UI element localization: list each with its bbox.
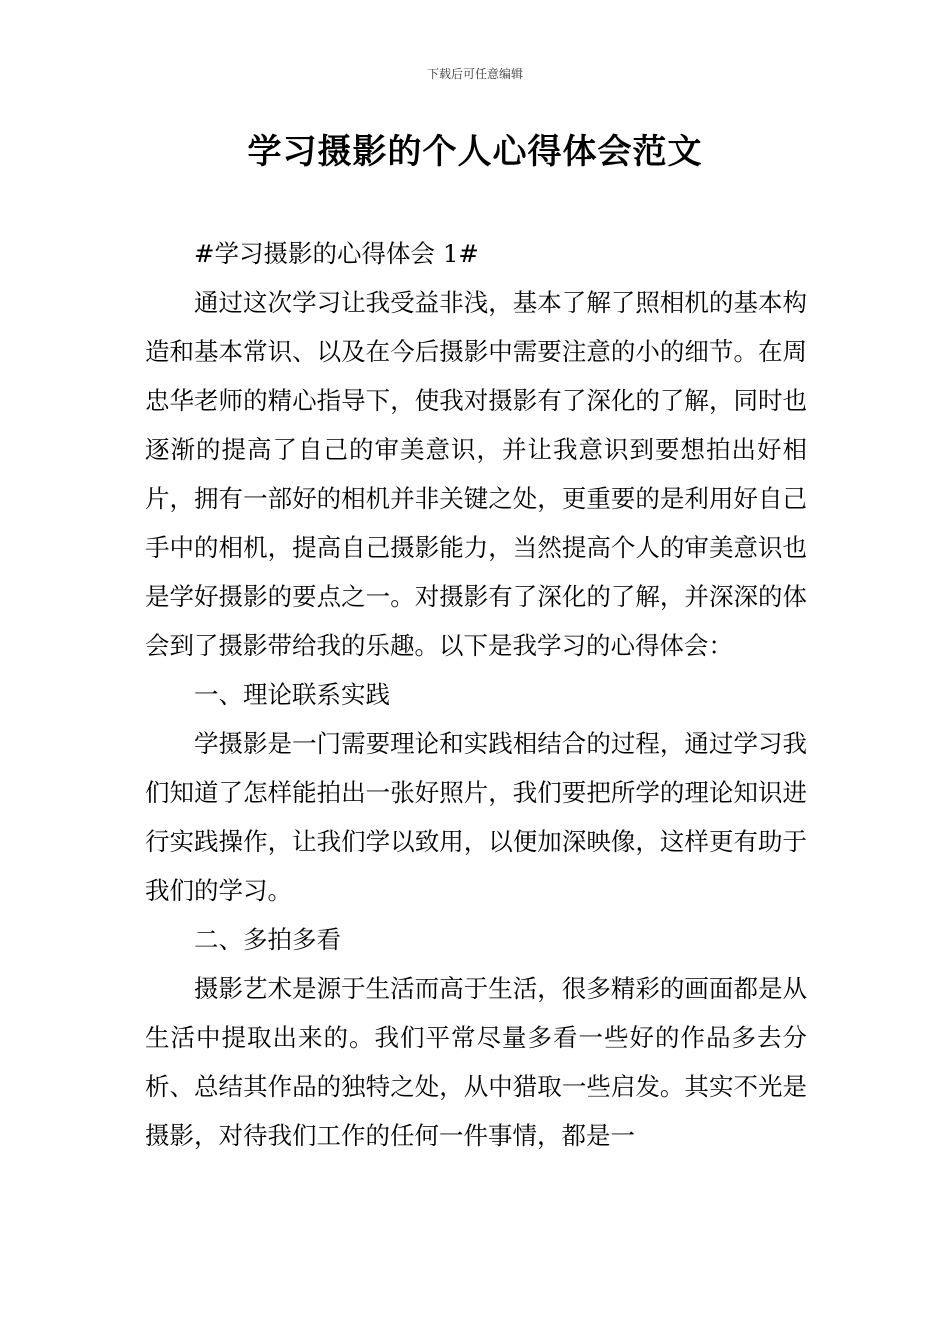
document-body	[145, 229, 807, 1160]
section-heading-theory-practice: 一、理论联系实践	[194, 680, 390, 709]
document-title: 学习摄影的个人心得体会范文	[247, 132, 703, 172]
paragraph-intro: 通过这次学习让我受益非浅，基本了解了照相机的基本构造和基本常识、以及在今后摄影中需要注意的小的细节。在周忠华老师的精心指导下，使我对摄影有了深化的了解，同时也逐渐的提高了自己的审美意识，并让我意识到要想拍出好相片，拥有一部好的相机并非关键之处，更重要的是利用好自己手中的相机，提高自己摄影能力，当然提高个人的审美意识也是学好摄影的要点之一。对摄影有了深化的了解，并深深的体会到了摄影带给我的乐趣。以下是我学习的心得体会：	[145, 288, 807, 660]
section-heading-1: #学习摄影的心得体会 1#	[194, 239, 479, 268]
paragraph-shoot-more: 摄影艺术是源于生活而高于生活，很多精彩的画面都是从生活中提取出来的。我们平常尽量多看一些好的作品多去分析、总结其作品的独特之处，从中猎取一些启发。其实不光是摄影，对待我们工作的任何一件事情，都是一	[145, 974, 807, 1150]
section-heading-shoot-more: 二、多拍多看	[194, 925, 341, 954]
paragraph-theory-practice: 学摄影是一门需要理论和实践相结合的过程，通过学习我们知道了怎样能拍出一张好照片，我们要把所学的理论知识进行实践操作，让我们学以致用，以便加深映像，这样更有助于我们的学习。	[145, 729, 807, 905]
header-note: 下载后可任意编辑	[426, 67, 523, 81]
